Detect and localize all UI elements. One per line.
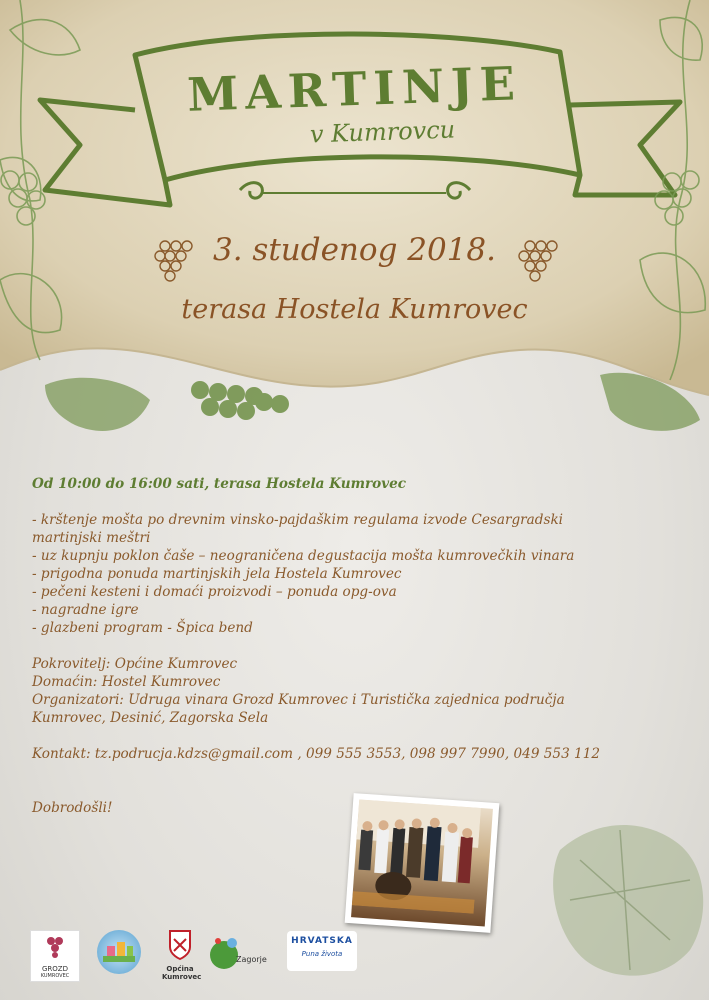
houses-icon [97, 930, 141, 974]
green-leaf-icon [45, 373, 700, 431]
time-line: Od 10:00 do 16:00 sati, terasa Hostela Kumrovec [32, 476, 407, 492]
organizers-line-2: Kumrovec, Desinić, Zagorska Sela [32, 710, 269, 726]
welcome-text: Dobrodošli! [32, 800, 113, 816]
event-venue: terasa Hostela Kumrovec [181, 294, 528, 325]
program-list [32, 511, 672, 637]
zagorje-text: Zagorje [236, 955, 267, 964]
grozd-text: GROZD [42, 965, 68, 973]
sponsor-logos [0, 925, 709, 995]
event-date: 3. studenog 2018. [212, 232, 497, 268]
host-line: Domaćin: Hostel Kumrovec [32, 674, 221, 690]
list-item: martinjski meštri [32, 530, 151, 546]
list-item: - prigodna ponuda martinjskih jela Hostela Kumrovec [32, 566, 402, 582]
opcina-logo [162, 929, 202, 989]
hrvatska-sub: Puna života [301, 950, 343, 958]
list-item: - pečeni kesteni i domaći proizvodi – ponuda opg-ova [32, 584, 397, 600]
coat-of-arms-icon [162, 929, 198, 961]
list-item: - uz kupnju poklon čaše – neograničena degustacija mošta kumrovečkih vinara [32, 548, 575, 564]
grozd-sub: KUMROVEC [40, 973, 70, 979]
sponsor-line: Pokrovitelj: Općine Kumrovec [32, 656, 238, 672]
zagorje-logo [206, 935, 266, 985]
grapes-logo-icon [31, 931, 79, 961]
event-details [32, 475, 672, 817]
list-item: - glazbeni program - Špica bend [32, 620, 253, 636]
grozd-logo [30, 930, 80, 982]
event-subtitle: v Kumrovcu [309, 115, 456, 149]
organizers-line: Organizatori: Udruga vinara Grozd Kumrovec i Turistička zajednica područja [32, 692, 565, 708]
list-item: - krštenje mošta po drevnim vinsko-pajdaškim regulama izvode Cesargradski [32, 512, 564, 528]
hrvatska-logo [287, 931, 357, 971]
opcina-text-2: Kumrovec [162, 973, 202, 981]
grapes-icon [191, 381, 289, 420]
contact-line: Kontakt: tz.podrucja.kdzs@gmail.com , 099 555 3553, 098 997 7990, 049 553 112 [32, 746, 600, 762]
opcina-text: Općina [166, 965, 194, 973]
photo-people [351, 799, 493, 926]
event-photo [345, 793, 500, 933]
regional-logo [97, 930, 141, 974]
event-title: MARTINJE [186, 56, 523, 122]
hrvatska-text: HRVATSKA [291, 936, 353, 946]
list-item: - nagradne igre [32, 602, 139, 618]
